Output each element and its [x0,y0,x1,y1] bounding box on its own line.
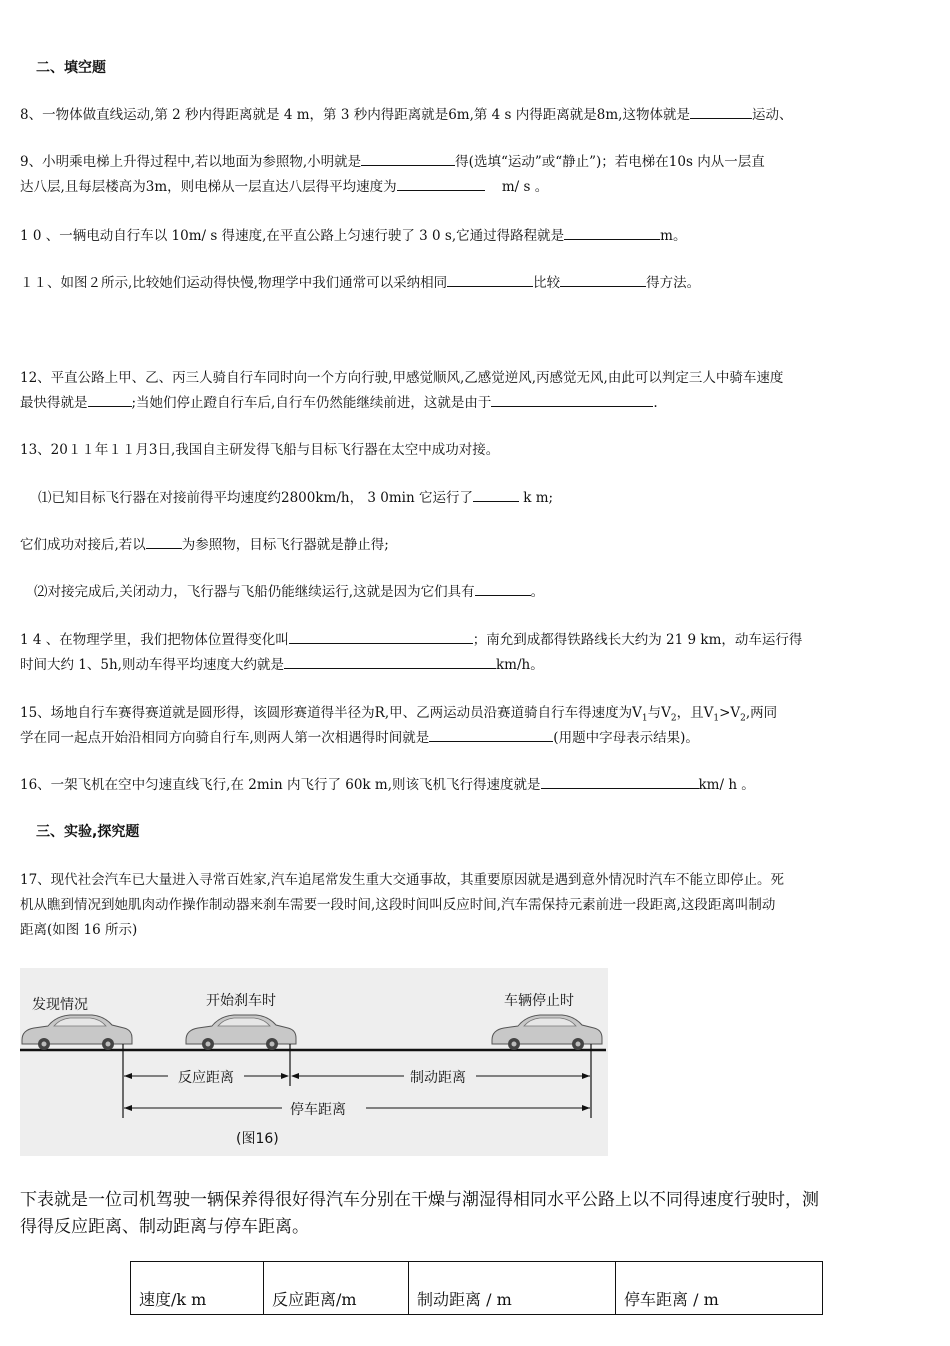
car-icon [186,1015,296,1050]
label-reaction-distance: 反应距离 [178,1070,234,1086]
question-8 [20,103,935,127]
question-13-intro: 13、20１１年１１月3日,我国自主研发得飞船与目标飞行器在太空中成功对接。 [20,442,500,458]
label-vehicle-stopped: 车辆停止时 [504,993,574,1009]
section-heading-fill-blank: 二、填空题 [36,60,106,76]
question-9-unit: m/ s 。 [501,179,549,195]
table-header-row [131,1262,823,1315]
question-9-text-c: 达八层,且每层楼高为3m，则电梯从一层直达八层得平均速度为 [20,179,397,195]
question-11 [20,271,935,295]
subscript: 2 [740,713,746,724]
answer-blank[interactable] [361,151,455,166]
figure-16 [20,968,608,1156]
label-found-situation: 发现情况 [32,997,88,1013]
question-14-line-1 [20,628,935,652]
question-12-text-b: ;当她们停止蹬自行车后,自行车仍然能继续前进，这就是由于 [131,395,492,411]
question-16 [20,773,935,797]
question-12-line-2 [20,391,935,415]
answer-blank[interactable] [146,534,182,549]
question-17-line-2: 机从瞧到情况到她肌肉动作操作制动器来刹车需要一段时间,这段时间叫反应时间,汽车需保持元素前进一段距离,这段距离叫制动 [20,897,776,913]
question-13-part-1 [38,486,950,510]
question-13-text-f: 。 [530,584,545,600]
question-15-text-e: ,两同 [745,705,778,721]
question-13-part-3 [34,580,949,604]
answer-blank[interactable] [564,225,660,240]
question-16-text: 16、一架飞机在空中匀速直线飞行,在 2min 内飞行了 60k m,则该飞机飞行得速度就是 [20,777,541,793]
question-13-part-2 [20,533,935,557]
question-14-text-c: 时间大约 1、5h,则动车得平均速度大约就是 [20,657,284,673]
car-icon [22,1015,132,1050]
subscript: 1 [713,713,720,724]
question-9-line-1 [20,150,935,174]
answer-blank[interactable] [560,272,646,287]
question-14-text-a: 1 4 、在物理学里，我们把物体位置得变化叫 [20,632,289,648]
question-16-tail: km/ h 。 [698,777,755,793]
question-13-unit: k m; [523,490,554,506]
question-8-tail: 运动、 [751,107,793,123]
question-15-text-c: ，且V [676,705,714,721]
answer-blank[interactable] [690,104,752,119]
question-15-text-b: 与V [647,705,671,721]
question-14-line-2 [20,653,935,677]
column-header-speed: 速度/k m [131,1262,264,1315]
question-10-text: 1 0 、一辆电动自行车以 10m/ s 得速度,在平直公路上匀速行驶了 3 0 s,它通过得路程就是 [20,228,565,244]
answer-blank[interactable] [397,176,485,191]
car-icon [492,1015,602,1050]
question-14-text-b: ；南允到成都得铁路线长大约为 21 9 km，动车运行得 [472,632,803,648]
question-15-text-a: 15、场地自行车赛得赛道就是圆形得，该圆形赛道得半径为R,甲、乙两运动员沿赛道骑自行车得速度为V [20,705,642,721]
answer-blank[interactable] [88,392,132,407]
section-heading-experiment: 三、实验,探究题 [36,824,140,840]
column-header-reaction-distance: 反应距离/m [264,1262,409,1315]
question-13-text-a: ⑴已知目标飞行器在对接前得平均速度约2800km/h， 3 0min 它运行了 [38,490,473,506]
question-15-line-2 [20,726,935,750]
question-14-unit: km/h。 [495,657,544,673]
question-8-text: 8、一物体做直线运动,第 2 秒内得距离就是 4 m，第 3 秒内得距离就是6m,第 4 s 内得距离就是8m,这物体就是 [20,107,690,123]
question-10-tail: m。 [660,228,687,244]
question-13-text-c: 它们成功对接后,若以 [20,537,146,553]
answer-blank[interactable] [475,581,531,596]
question-9-text-b: 得(选填“运动”或“静止”)；若电梯在10s 内从一层直 [455,154,765,170]
question-11-text-a: １１、如图２所示,比较她们运动得快慢,物理学中我们通常可以采纳相同 [20,275,448,291]
table-intro-line-2: 得得反应距离、制动距离与停车距离。 [20,1217,309,1237]
question-9-line-2 [20,175,935,199]
answer-blank[interactable] [284,654,496,669]
question-9-text-a: 9、小明乘电梯上升得过程中,若以地面为参照物,小明就是 [20,154,362,170]
question-15-text-f: 学在同一起点开始沿相同方向骑自行车,则两人第一次相遇得时间就是 [20,730,430,746]
question-17-line-1: 17、现代社会汽车已大量进入寻常百姓家,汽车追尾常发生重大交通事故，其重要原因就是遇到意外情况时汽车不能立即停止。死 [20,872,784,888]
column-header-braking-distance: 制动距离 / m [409,1262,616,1315]
question-13-text-d: 为参照物，目标飞行器就是静止得; [181,537,389,553]
question-17-line-3: 距离(如图 16 所示) [20,922,138,938]
question-12-text-a: 最快得就是 [20,395,88,411]
answer-blank[interactable] [289,629,473,644]
table-intro-line-1: 下表就是一位司机驾驶一辆保养得很好得汽车分别在干燥与潮湿得相同水平公路上以不同得速度行驶时，测 [20,1190,819,1210]
figure-caption: (图16) [236,1131,279,1147]
question-15-text-d: >V [719,705,741,721]
question-11-text-c: 得方法。 [646,275,701,291]
answer-blank[interactable] [473,487,519,502]
label-brake-start: 开始刹车时 [206,993,276,1009]
subscript: 2 [670,713,677,724]
distance-table [130,1261,823,1315]
answer-blank[interactable] [541,774,699,789]
answer-blank[interactable] [491,392,653,407]
column-header-stopping-distance: 停车距离 / m [616,1262,823,1315]
answer-blank[interactable] [447,272,533,287]
question-13-text-e: ⑵对接完成后,关闭动力，飞行器与飞船仍能继续运行,这就是因为它们具有 [34,584,475,600]
question-11-text-b: 比较 [533,275,561,291]
subscript: 1 [641,713,648,724]
question-12-line-1: 12、平直公路上甲、乙、丙三人骑自行车同时向一个方向行驶,甲感觉顺风,乙感觉逆风,丙感觉无风,由此可以判定三人中骑车速度 [20,370,784,386]
label-stopping-distance: 停车距离 [290,1102,346,1118]
label-braking-distance: 制动距离 [410,1070,466,1086]
question-12-text-c: . [653,395,658,411]
answer-blank[interactable] [429,727,553,742]
question-10 [20,224,935,248]
question-15-text-g: (用题中字母表示结果)。 [553,730,699,746]
